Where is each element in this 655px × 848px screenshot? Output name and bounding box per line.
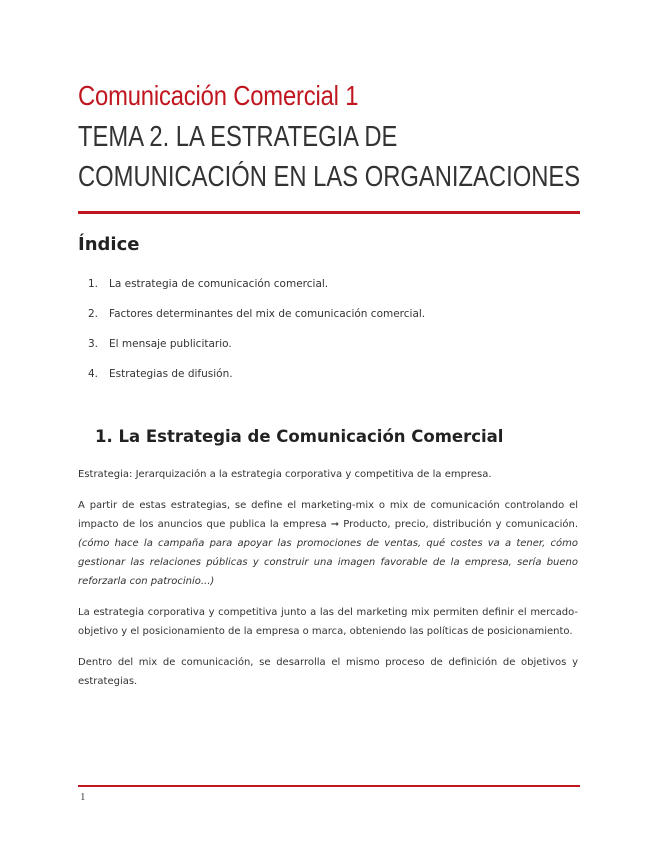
index-item-text: Estrategias de difusión. xyxy=(109,368,233,380)
index-list xyxy=(88,278,425,398)
header-divider xyxy=(78,211,580,214)
paragraph-strategy: Estrategia: Jerarquización a la estrategia corporativa y competitiva de la empresa. xyxy=(78,469,492,480)
index-item-number: 3. xyxy=(88,338,99,350)
index-item-number: 2. xyxy=(88,308,99,320)
paragraph-objectives: Dentro del mix de comunicación, se desarrolla el mismo proceso de definición de objetivos y estrategias. xyxy=(78,657,578,687)
index-item-text: El mensaje publicitario. xyxy=(109,338,232,350)
index-heading: Índice xyxy=(78,234,140,255)
index-item[interactable] xyxy=(88,368,425,398)
paragraph-marketing-mix xyxy=(78,496,578,591)
page-number: 1 xyxy=(80,791,86,803)
paragraph-marketing-mix-text: A partir de estas estrategias, se define el marketing-mix o mix de comunicación controlando el impacto de los anuncios que publica la empresa ➞ Producto, precio, distribución y comunicación. xyxy=(78,500,578,530)
index-item-text: Factores determinantes del mix de comunicación comercial. xyxy=(109,308,426,320)
footer-divider xyxy=(78,785,580,787)
index-item[interactable] xyxy=(88,278,425,308)
index-item-number: 4. xyxy=(88,368,99,380)
topic-title: TEMA 2. LA ESTRATEGIA DE COMUNICACIÓN EN LAS ORGANIZACIONES xyxy=(78,121,581,193)
index-item-text: La estrategia de comunicación comercial. xyxy=(109,278,329,290)
course-title: Comunicación Comercial 1 xyxy=(78,80,359,111)
index-item[interactable] xyxy=(88,338,425,368)
paragraph-marketing-mix-note: (cómo hace la campaña para apoyar las promociones de ventas, qué costes va a tener, cómo gestionar las relaciones públicas y construir una imagen favorable de la empresa, sería bueno reforzarla con patrocinio...) xyxy=(78,538,578,587)
section-heading: 1. La Estrategia de Comunicación Comercial xyxy=(95,427,504,446)
index-item[interactable] xyxy=(88,308,425,338)
index-item-number: 1. xyxy=(88,278,99,290)
section-body xyxy=(78,465,578,703)
paragraph-positioning: La estrategia corporativa y competitiva junto a las del marketing mix permiten definir el mercado-objetivo y el posicionamiento de la empresa o marca, obteniendo las políticas de posicionamiento. xyxy=(78,607,578,637)
